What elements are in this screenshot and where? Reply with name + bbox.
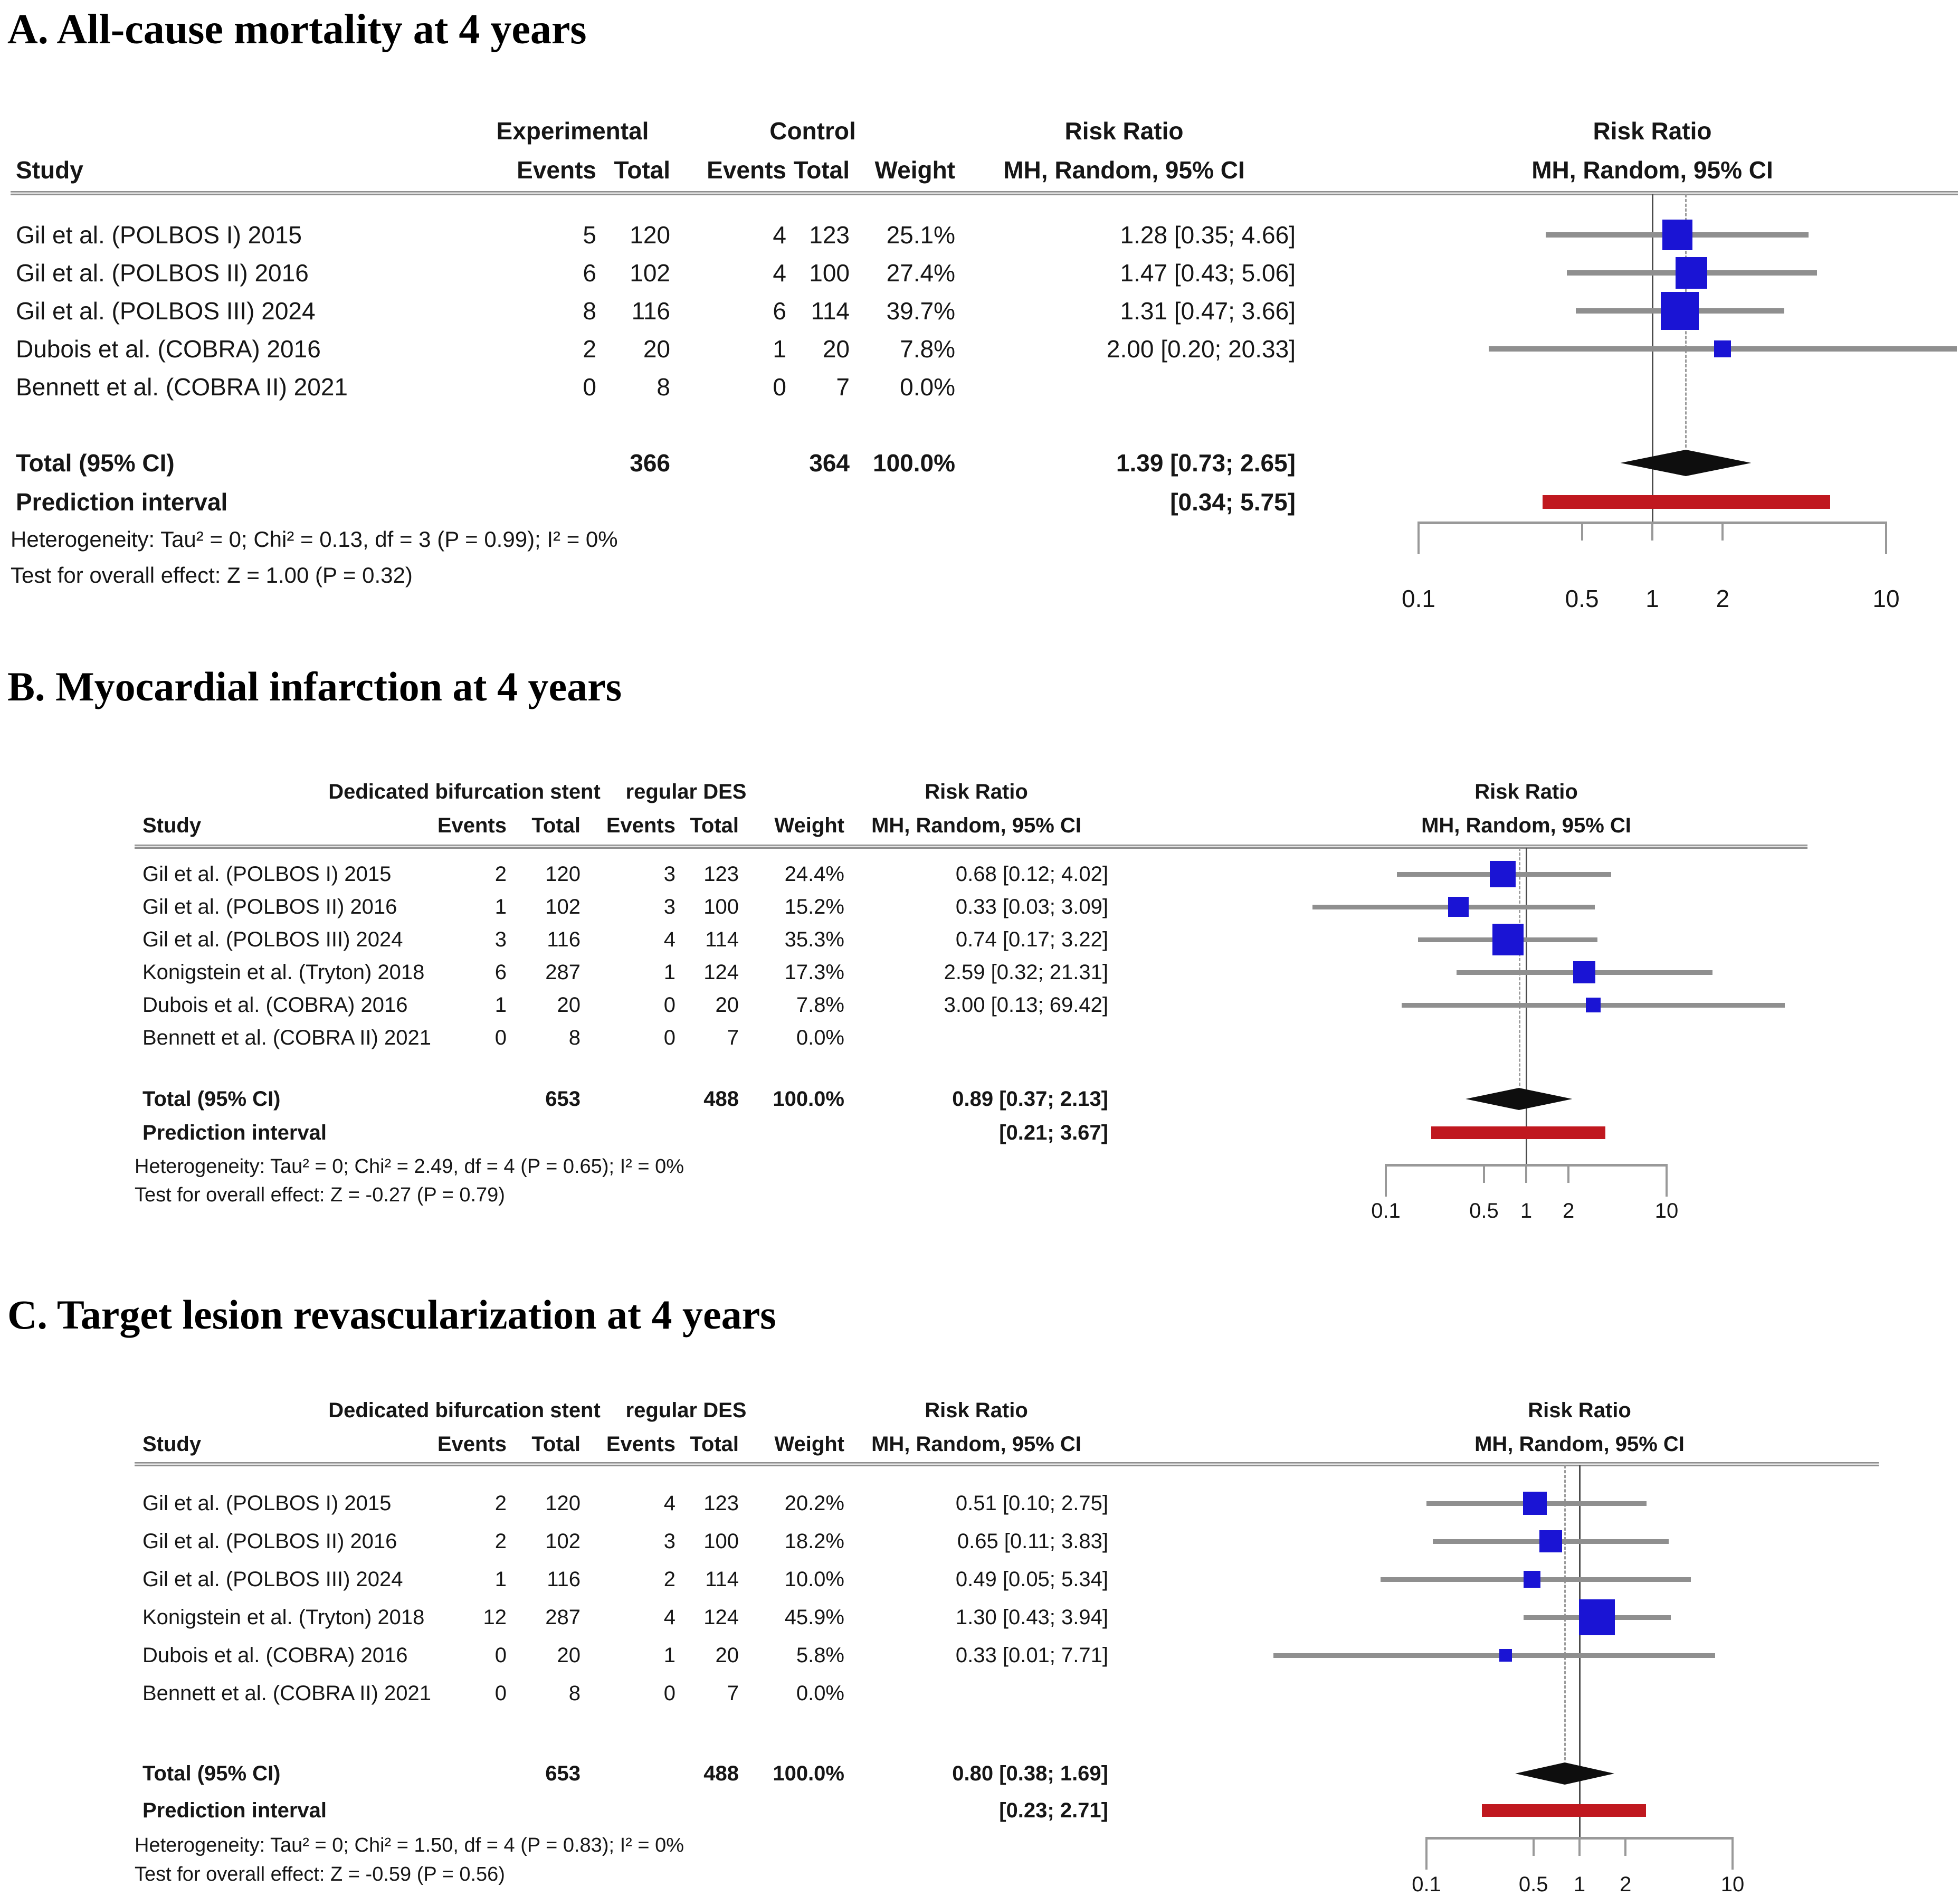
study-total-ctrl: 123 [703,862,739,886]
col-header-total1: Total [531,814,581,837]
study-ci-text: 1.28 [0.35; 4.66] [1120,221,1296,249]
study-events-ctrl: 4 [663,1492,675,1515]
study-total-ctrl: 114 [705,1568,739,1591]
panel-title: C. Target lesion revascularization at 4 years [7,1292,776,1338]
prediction-interval-bar [1431,1126,1605,1139]
study-name: Gil et al. (POLBOS II) 2016 [16,259,309,287]
study-weight: 27.4% [886,259,955,287]
study-total-ctrl: 123 [809,221,850,249]
study-total-exp: 102 [545,1530,581,1553]
study-total-exp: 8 [656,373,670,401]
x-axis-tick-label: 0.1 [1402,585,1435,612]
study-total-exp: 120 [545,1492,581,1515]
effect-square [1523,1492,1547,1515]
study-name: Bennett et al. (COBRA II) 2021 [142,1682,431,1705]
header-rule [11,191,1958,195]
study-events-exp: 8 [583,297,596,325]
study-total-exp: 102 [545,895,581,918]
study-ci-text: 0.33 [0.03; 3.09] [955,895,1108,918]
study-events-exp: 5 [583,221,596,249]
study-ci-text: 1.47 [0.43; 5.06] [1120,259,1296,287]
study-events-exp: 1 [494,993,507,1017]
study-ci-text: 1.30 [0.43; 3.94] [955,1606,1108,1629]
col-header-total1: Total [614,156,670,184]
study-total-ctrl: 100 [809,259,850,287]
x-axis-tick-label: 0.1 [1371,1199,1401,1222]
rr-col-header-line2: MH, Random, 95% CI [871,1433,1081,1456]
total-ctrl-total: 488 [703,1762,739,1785]
plot-header-line2: MH, Random, 95% CI [1474,1433,1685,1456]
x-axis-tick [1666,1164,1668,1197]
study-weight: 10.0% [784,1568,844,1591]
study-ci-text: 3.00 [0.13; 69.42] [944,993,1108,1017]
group1-header: Dedicated bifurcation stent [328,1399,601,1422]
study-total-exp: 20 [643,335,670,363]
x-axis-tick-label: 0.5 [1469,1199,1499,1222]
study-ci-text: 0.51 [0.10; 2.75] [955,1492,1108,1515]
study-total-ctrl: 20 [715,1644,739,1667]
prediction-ci: [0.34; 5.75] [1170,488,1296,516]
null-effect-line [1652,194,1653,522]
study-ci-text: 0.33 [0.01; 7.71] [955,1644,1108,1667]
study-total-exp: 287 [545,1606,581,1629]
col-header-weight: Weight [774,814,844,837]
effect-square [1579,1599,1615,1635]
study-total-exp: 116 [547,928,581,951]
total-label: Total (95% CI) [16,449,175,477]
study-total-exp: 20 [557,993,581,1017]
study-ci-text: 2.59 [0.32; 21.31] [944,961,1108,984]
total-ci: 1.39 [0.73; 2.65] [1116,449,1296,477]
study-weight: 20.2% [784,1492,844,1515]
plot-header-line1: Risk Ratio [1593,117,1712,145]
x-axis-tick [1483,1164,1485,1183]
rr-col-header-line1: Risk Ratio [1064,117,1184,145]
study-col-header: Study [142,1433,202,1456]
study-total-ctrl: 7 [836,373,850,401]
prediction-label: Prediction interval [142,1121,327,1144]
ci-line [1273,1653,1715,1658]
study-events-exp: 2 [583,335,596,363]
study-events-ctrl: 0 [773,373,786,401]
x-axis-tick [1721,522,1724,541]
study-events-ctrl: 4 [773,259,786,287]
study-col-header: Study [16,156,83,184]
effect-square [1524,1571,1540,1588]
study-weight: 45.9% [784,1606,844,1629]
x-axis-tick [1425,1837,1428,1870]
x-axis-tick-label: 1 [1573,1873,1586,1896]
col-header-events1: Events [517,156,596,184]
study-events-ctrl: 2 [663,1568,675,1591]
group1-header: Experimental [496,117,649,145]
x-axis-tick-label: 0.5 [1518,1873,1548,1896]
study-weight: 39.7% [886,297,955,325]
effect-square [1661,292,1699,330]
col-header-total2: Total [690,814,739,837]
study-events-ctrl: 1 [773,335,786,363]
study-total-exp: 8 [568,1682,581,1705]
x-axis-tick-label: 1 [1645,585,1659,612]
x-axis-line [1386,1164,1667,1167]
header-rule [135,1462,1879,1466]
x-axis-tick [1731,1837,1734,1870]
col-header-total1: Total [531,1433,581,1456]
study-events-exp: 12 [483,1606,507,1629]
ci-line [1524,1615,1671,1620]
pooled-estimate-dashed-line [1564,1465,1566,1760]
study-events-ctrl: 4 [773,221,786,249]
total-ci: 0.80 [0.38; 1.69] [952,1762,1108,1785]
rr-col-header-line1: Risk Ratio [925,780,1028,803]
study-weight: 7.8% [900,335,955,363]
total-diamond [1620,450,1751,476]
ci-line [1402,1003,1785,1008]
study-weight: 17.3% [784,961,844,984]
plot-header-line1: Risk Ratio [1474,780,1578,803]
study-total-ctrl: 20 [715,993,739,1017]
total-exp-total: 366 [630,449,670,477]
study-name: Konigstein et al. (Tryton) 2018 [142,1606,425,1629]
study-total-ctrl: 114 [705,928,739,951]
prediction-interval-bar [1543,495,1830,509]
study-total-ctrl: 100 [703,1530,739,1553]
study-name: Gil et al. (POLBOS II) 2016 [142,1530,397,1553]
effect-square [1714,340,1731,357]
pooled-estimate-dashed-line [1519,848,1520,1086]
study-events-ctrl: 3 [663,895,675,918]
x-axis-tick [1651,522,1653,541]
study-weight: 7.8% [796,993,844,1017]
x-axis-tick-label: 10 [1872,585,1900,612]
x-axis-tick [1417,522,1420,554]
study-total-ctrl: 7 [727,1026,739,1049]
x-axis-tick [1581,522,1583,541]
rr-col-header-line2: MH, Random, 95% CI [871,814,1081,837]
study-weight: 0.0% [796,1026,844,1049]
study-events-ctrl: 3 [663,862,675,886]
effect-square [1662,220,1693,250]
study-ci-text: 0.65 [0.11; 3.83] [957,1530,1108,1553]
total-weight: 100.0% [872,449,955,477]
study-name: Gil et al. (POLBOS I) 2015 [16,221,302,249]
plot-header-line2: MH, Random, 95% CI [1421,814,1631,837]
total-label: Total (95% CI) [142,1762,281,1785]
study-name: Gil et al. (POLBOS III) 2024 [142,928,403,951]
study-events-exp: 0 [494,1644,507,1667]
study-name: Gil et al. (POLBOS III) 2024 [16,297,316,325]
study-events-exp: 2 [494,862,507,886]
study-ci-text: 0.49 [0.05; 5.34] [955,1568,1108,1591]
overall-effect-note: Test for overall effect: Z = -0.59 (P = 0.56) [135,1863,505,1885]
col-header-total2: Total [793,156,850,184]
group2-header: regular DES [625,780,747,803]
x-axis-tick-label: 0.5 [1565,585,1599,612]
study-total-ctrl: 7 [727,1682,739,1705]
study-weight: 15.2% [784,895,844,918]
group2-header: regular DES [625,1399,747,1422]
study-events-exp: 3 [494,928,507,951]
x-axis-tick [1885,522,1887,554]
rr-col-header-line2: MH, Random, 95% CI [1003,156,1245,184]
total-weight: 100.0% [773,1762,844,1785]
study-weight: 0.0% [796,1682,844,1705]
study-total-ctrl: 114 [811,297,850,325]
col-header-total2: Total [690,1433,739,1456]
study-events-exp: 6 [494,961,507,984]
study-events-exp: 0 [583,373,596,401]
study-events-ctrl: 1 [663,961,675,984]
ci-line [1489,346,1957,352]
total-ci: 0.89 [0.37; 2.13] [952,1087,1108,1111]
plot-header-line1: Risk Ratio [1528,1399,1631,1422]
study-events-exp: 0 [494,1682,507,1705]
study-events-exp: 1 [494,895,507,918]
effect-square [1586,998,1601,1012]
study-total-ctrl: 124 [703,961,739,984]
total-exp-total: 653 [545,1762,581,1785]
total-ctrl-total: 488 [703,1087,739,1111]
prediction-label: Prediction interval [142,1799,327,1822]
study-name: Dubois et al. (COBRA) 2016 [16,335,321,363]
plot-header-line2: MH, Random, 95% CI [1531,156,1773,184]
col-header-events2: Events [606,1433,675,1456]
study-name: Gil et al. (POLBOS I) 2015 [142,862,392,886]
study-name: Bennett et al. (COBRA II) 2021 [142,1026,431,1049]
total-diamond [1515,1762,1614,1785]
study-weight: 24.4% [784,862,844,886]
col-header-weight: Weight [774,1433,844,1456]
x-axis-tick [1525,1164,1527,1183]
effect-square [1499,1649,1512,1662]
study-total-ctrl: 100 [703,895,739,918]
study-events-ctrl: 0 [663,1682,675,1705]
x-axis-tick [1624,1837,1626,1856]
null-effect-line [1579,1465,1581,1837]
x-axis-tick [1578,1837,1581,1856]
study-ci-text: 1.31 [0.47; 3.66] [1120,297,1296,325]
effect-square [1676,257,1707,289]
group1-header: Dedicated bifurcation stent [328,780,601,803]
x-axis-tick-label: 1 [1520,1199,1533,1222]
x-axis-tick [1533,1837,1535,1856]
study-total-ctrl: 123 [703,1492,739,1515]
study-ci-text: 0.68 [0.12; 4.02] [955,862,1108,886]
prediction-ci: [0.21; 3.67] [999,1121,1108,1144]
ci-line [1312,905,1595,909]
study-events-ctrl: 6 [773,297,786,325]
pooled-estimate-dashed-line [1685,194,1687,448]
study-total-ctrl: 124 [703,1606,739,1629]
x-axis-tick-label: 10 [1720,1873,1745,1896]
study-weight: 35.3% [784,928,844,951]
ci-line [1567,270,1817,276]
study-weight: 5.8% [796,1644,844,1667]
header-rule [135,845,1807,849]
study-total-exp: 116 [631,297,670,325]
study-events-ctrl: 3 [663,1530,675,1553]
effect-square [1492,924,1524,955]
study-events-ctrl: 4 [663,928,675,951]
study-ci-text: 0.74 [0.17; 3.22] [955,928,1108,951]
ci-line [1546,232,1809,238]
effect-square [1539,1530,1562,1553]
x-axis-tick-label: 0.1 [1412,1873,1441,1896]
x-axis-line [1419,522,1886,524]
study-col-header: Study [142,814,202,837]
total-label: Total (95% CI) [142,1087,281,1111]
study-weight: 0.0% [900,373,955,401]
panel-title: A. All-cause mortality at 4 years [7,6,587,53]
study-total-exp: 102 [630,259,670,287]
prediction-label: Prediction interval [16,488,228,516]
study-name: Dubois et al. (COBRA) 2016 [142,993,408,1017]
study-name: Gil et al. (POLBOS II) 2016 [142,895,397,918]
study-total-exp: 120 [630,221,670,249]
prediction-ci: [0.23; 2.71] [999,1799,1108,1822]
study-ci-text: 2.00 [0.20; 20.33] [1106,335,1296,363]
x-axis-tick-label: 2 [1716,585,1730,612]
study-events-ctrl: 4 [663,1606,675,1629]
study-events-exp: 2 [494,1530,507,1553]
total-weight: 100.0% [773,1087,844,1111]
heterogeneity-note: Heterogeneity: Tau² = 0; Chi² = 1.50, df = 4 (P = 0.83); I² = 0% [135,1834,684,1856]
ci-line [1457,970,1712,975]
ci-line [1418,937,1597,942]
study-name: Gil et al. (POLBOS III) 2024 [142,1568,403,1591]
study-events-ctrl: 0 [663,1026,675,1049]
col-header-events2: Events [606,814,675,837]
total-ctrl-total: 364 [809,449,850,477]
heterogeneity-note: Heterogeneity: Tau² = 0; Chi² = 0.13, df = 3 (P = 0.99); I² = 0% [11,527,618,552]
col-header-events1: Events [437,1433,507,1456]
study-events-exp: 0 [494,1026,507,1049]
x-axis-line [1426,1837,1733,1840]
ci-line [1397,872,1611,877]
study-name: Dubois et al. (COBRA) 2016 [142,1644,408,1667]
heterogeneity-note: Heterogeneity: Tau² = 0; Chi² = 2.49, df = 4 (P = 0.65); I² = 0% [135,1155,684,1178]
x-axis-tick [1567,1164,1569,1183]
study-total-exp: 287 [545,961,581,984]
prediction-interval-bar [1482,1804,1646,1817]
panel-title: B. Myocardial infarction at 4 years [7,663,622,709]
col-header-weight: Weight [874,156,955,184]
effect-square [1490,861,1516,887]
ci-line [1426,1501,1647,1506]
group2-header: Control [769,117,856,145]
null-effect-line [1526,848,1527,1164]
study-name: Konigstein et al. (Tryton) 2018 [142,961,425,984]
rr-col-header-line1: Risk Ratio [925,1399,1028,1422]
effect-square [1573,961,1595,983]
overall-effect-note: Test for overall effect: Z = -0.27 (P = 0.79) [135,1184,505,1206]
study-events-exp: 1 [494,1568,507,1591]
total-exp-total: 653 [545,1087,581,1111]
col-header-events2: Events [707,156,786,184]
study-total-exp: 120 [545,862,581,886]
study-total-exp: 116 [547,1568,581,1591]
study-total-exp: 8 [568,1026,581,1049]
x-axis-tick-label: 10 [1654,1199,1679,1222]
col-header-events1: Events [437,814,507,837]
total-diamond [1466,1088,1572,1110]
ci-line [1381,1577,1691,1582]
x-axis-tick-label: 2 [1620,1873,1632,1896]
study-weight: 18.2% [784,1530,844,1553]
overall-effect-note: Test for overall effect: Z = 1.00 (P = 0.32) [11,563,413,587]
study-total-exp: 20 [557,1644,581,1667]
study-events-exp: 2 [494,1492,507,1515]
ci-line [1576,308,1784,314]
study-events-ctrl: 1 [663,1644,675,1667]
study-weight: 25.1% [886,221,955,249]
x-axis-tick [1385,1164,1387,1197]
study-total-ctrl: 20 [822,335,850,363]
study-events-ctrl: 0 [663,993,675,1017]
x-axis-tick-label: 2 [1562,1199,1575,1222]
effect-square [1448,897,1469,917]
study-name: Bennett et al. (COBRA II) 2021 [16,373,348,401]
study-name: Gil et al. (POLBOS I) 2015 [142,1492,392,1515]
study-events-exp: 6 [583,259,596,287]
ci-line [1433,1539,1669,1544]
